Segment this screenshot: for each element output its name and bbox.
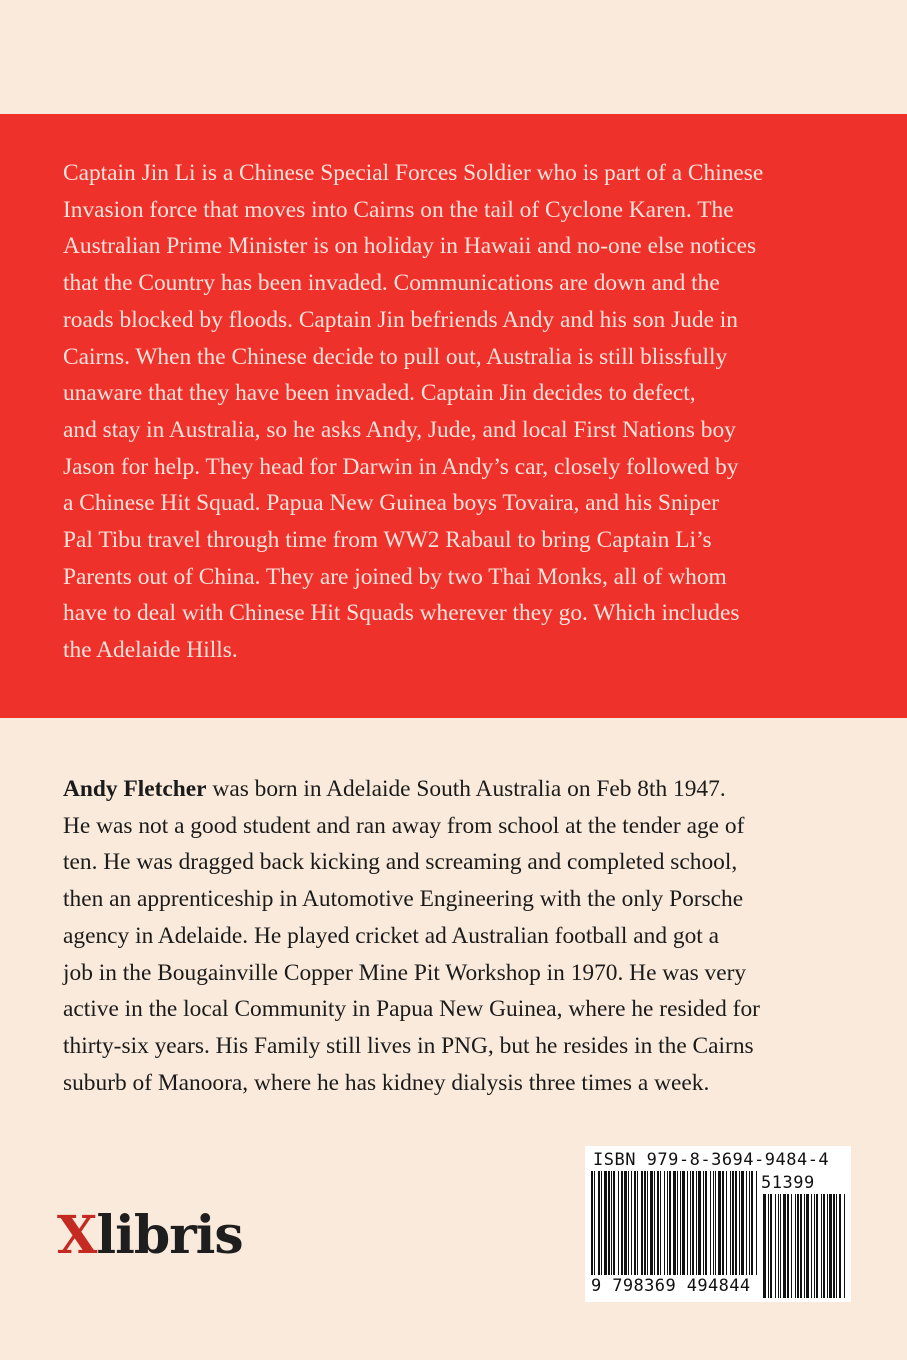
price-addon-digits: 51399 xyxy=(761,1173,815,1193)
bio-line: thirty-six years. His Family still lives in PNG, but he resides in the Cairns xyxy=(63,1032,754,1059)
addon-bar xyxy=(804,1194,805,1298)
barcode-bar xyxy=(680,1171,681,1275)
addon-bar xyxy=(844,1194,845,1298)
addon-bar xyxy=(787,1194,789,1298)
addon-bar xyxy=(836,1194,837,1298)
bio-line: suburb of Manoora, where he has kidney dialysis three times a week. xyxy=(63,1069,710,1096)
addon-bar xyxy=(763,1194,766,1298)
addon-bar xyxy=(839,1194,841,1298)
addon-bar xyxy=(833,1194,835,1298)
synopsis-line: Jason for help. They head for Darwin in Andy’s car, closely followed by xyxy=(63,453,739,480)
barcode-bar xyxy=(667,1171,668,1275)
addon-bar xyxy=(775,1194,776,1298)
addon-bar xyxy=(814,1194,815,1298)
barcode-bar xyxy=(735,1171,737,1275)
barcode-bar xyxy=(746,1171,747,1275)
addon-bar xyxy=(780,1194,781,1298)
addon-bar xyxy=(829,1194,832,1298)
synopsis-line: Parents out of China. They are joined by two Thai Monks, all of whom xyxy=(63,563,727,590)
barcode-bar xyxy=(613,1171,615,1275)
barcode-bar xyxy=(594,1171,595,1275)
bio-line: active in the local Community in Papua New Guinea, where he resided for xyxy=(63,996,760,1023)
barcode-bar xyxy=(631,1171,632,1275)
barcode-bar xyxy=(654,1171,655,1275)
synopsis-line: unaware that they have been invaded. Captain Jin decides to defect, xyxy=(63,380,696,407)
barcode-bar xyxy=(703,1171,704,1275)
barcode-bar xyxy=(673,1171,676,1275)
isbn-label: ISBN 979-8-3694-9484-4 xyxy=(593,1150,830,1170)
synopsis-line: Pal Tibu travel through time from WW2 Rabaul to bring Captain Li’s xyxy=(63,527,712,554)
barcode-bar xyxy=(749,1171,750,1275)
synopsis-line: and stay in Australia, so he asks Andy, Jude, and local First Nations boy xyxy=(63,416,736,443)
addon-bar xyxy=(791,1194,792,1298)
bio-line: then an apprenticeship in Automotive Engineering with the only Porsche xyxy=(63,886,744,913)
barcode-bar xyxy=(657,1171,659,1275)
barcode-bar xyxy=(677,1171,678,1275)
synopsis-line: Invasion force that moves into Cairns on the tail of Cyclone Karen. The xyxy=(63,196,734,223)
addon-bar xyxy=(797,1194,799,1298)
barcode-bar xyxy=(624,1171,627,1275)
bio-first-line: was born in Adelaide South Australia on Feb 8th 1947. xyxy=(206,776,726,802)
barcode-bar xyxy=(660,1171,661,1275)
synopsis-line: Cairns. When the Chinese decide to pull out, Australia is still blissfully xyxy=(63,343,728,370)
barcode-bar xyxy=(726,1171,727,1275)
addon-bar xyxy=(806,1194,809,1298)
author-name: Andy Fletcher xyxy=(63,776,207,802)
synopsis-text xyxy=(63,155,853,669)
addon-bar xyxy=(816,1194,818,1298)
barcode-bar xyxy=(730,1171,731,1275)
bio-line xyxy=(63,771,863,808)
synopsis-line: that the Country has been invaded. Communications are down and the xyxy=(63,270,720,297)
addon-bar xyxy=(795,1194,796,1298)
synopsis-line: Australian Prime Minister is on holiday in Hawaii and no-one else notices xyxy=(63,233,757,260)
bio-line: agency in Adelaide. He played cricket ad Australian football and got a xyxy=(63,922,719,949)
bio-line: job in the Bougainville Copper Mine Pit Workshop in 1970. He was very xyxy=(63,959,747,986)
barcode-bar xyxy=(722,1171,724,1275)
barcode-bar xyxy=(698,1171,701,1275)
barcode-bar xyxy=(608,1171,610,1275)
barcode-bar xyxy=(751,1171,753,1275)
barcode-bar xyxy=(598,1171,600,1275)
barcode-bar xyxy=(732,1171,734,1275)
barcode-bar xyxy=(644,1171,646,1275)
barcode-bar xyxy=(682,1171,685,1275)
barcode-bar xyxy=(696,1171,697,1275)
barcode-bar xyxy=(741,1171,744,1275)
barcode-bar xyxy=(647,1171,648,1275)
logo-x: X xyxy=(57,1205,97,1266)
barcode-bar xyxy=(692,1171,694,1275)
barcode-bar xyxy=(756,1171,757,1275)
publisher-logo xyxy=(57,1205,243,1266)
barcode-bar xyxy=(604,1171,607,1275)
synopsis-line: have to deal with Chinese Hit Squads wherever they go. Which includes xyxy=(63,600,740,627)
barcode-bar xyxy=(664,1171,665,1275)
barcode-digits: 9 798369 494844 xyxy=(591,1276,751,1296)
barcode-bar xyxy=(669,1171,671,1275)
isbn-barcode xyxy=(585,1146,851,1302)
barcode-bar xyxy=(601,1171,602,1275)
addon-bar xyxy=(827,1194,828,1298)
barcode-bar xyxy=(690,1171,691,1275)
barcode-bar xyxy=(715,1171,716,1275)
logo-text: libris xyxy=(96,1205,243,1266)
addon-bar xyxy=(811,1194,812,1298)
barcode-bar xyxy=(710,1171,711,1275)
bio-line: ten. He was dragged back kicking and screaming and completed school, xyxy=(63,849,738,876)
addon-bar xyxy=(800,1194,802,1298)
bio-line: He was not a good student and ran away from school at the tender age of xyxy=(63,812,745,839)
barcode-bar xyxy=(739,1171,740,1275)
addon-bar xyxy=(770,1194,772,1298)
addon-bar xyxy=(768,1194,769,1298)
synopsis-line: the Adelaide Hills. xyxy=(63,637,238,664)
addon-bar xyxy=(823,1194,825,1298)
barcode-bar xyxy=(628,1171,629,1275)
barcode-bar xyxy=(705,1171,707,1275)
barcode-bar xyxy=(621,1171,623,1275)
barcode-bar xyxy=(687,1171,688,1275)
barcode-bar xyxy=(611,1171,612,1275)
author-bio xyxy=(63,771,863,1101)
addon-bar xyxy=(821,1194,822,1298)
synopsis-line: roads blocked by floods. Captain Jin befriends Andy and his son Jude in xyxy=(63,306,738,333)
barcode-bar xyxy=(641,1171,643,1275)
addon-bar xyxy=(783,1194,786,1298)
barcode-bar xyxy=(718,1171,721,1275)
barcode-bar xyxy=(637,1171,638,1275)
barcode-bar xyxy=(634,1171,636,1275)
addon-bar xyxy=(778,1194,779,1298)
synopsis-line: Captain Jin Li is a Chinese Special Forces Soldier who is part of a Chinese xyxy=(63,160,764,186)
barcode-bar xyxy=(650,1171,653,1275)
barcode-bar xyxy=(713,1171,714,1275)
barcode-bar xyxy=(591,1171,593,1275)
synopsis-line: a Chinese Hit Squad. Papua New Guinea boys Tovaira, and his Sniper xyxy=(63,490,719,517)
barcode-bar xyxy=(618,1171,619,1275)
